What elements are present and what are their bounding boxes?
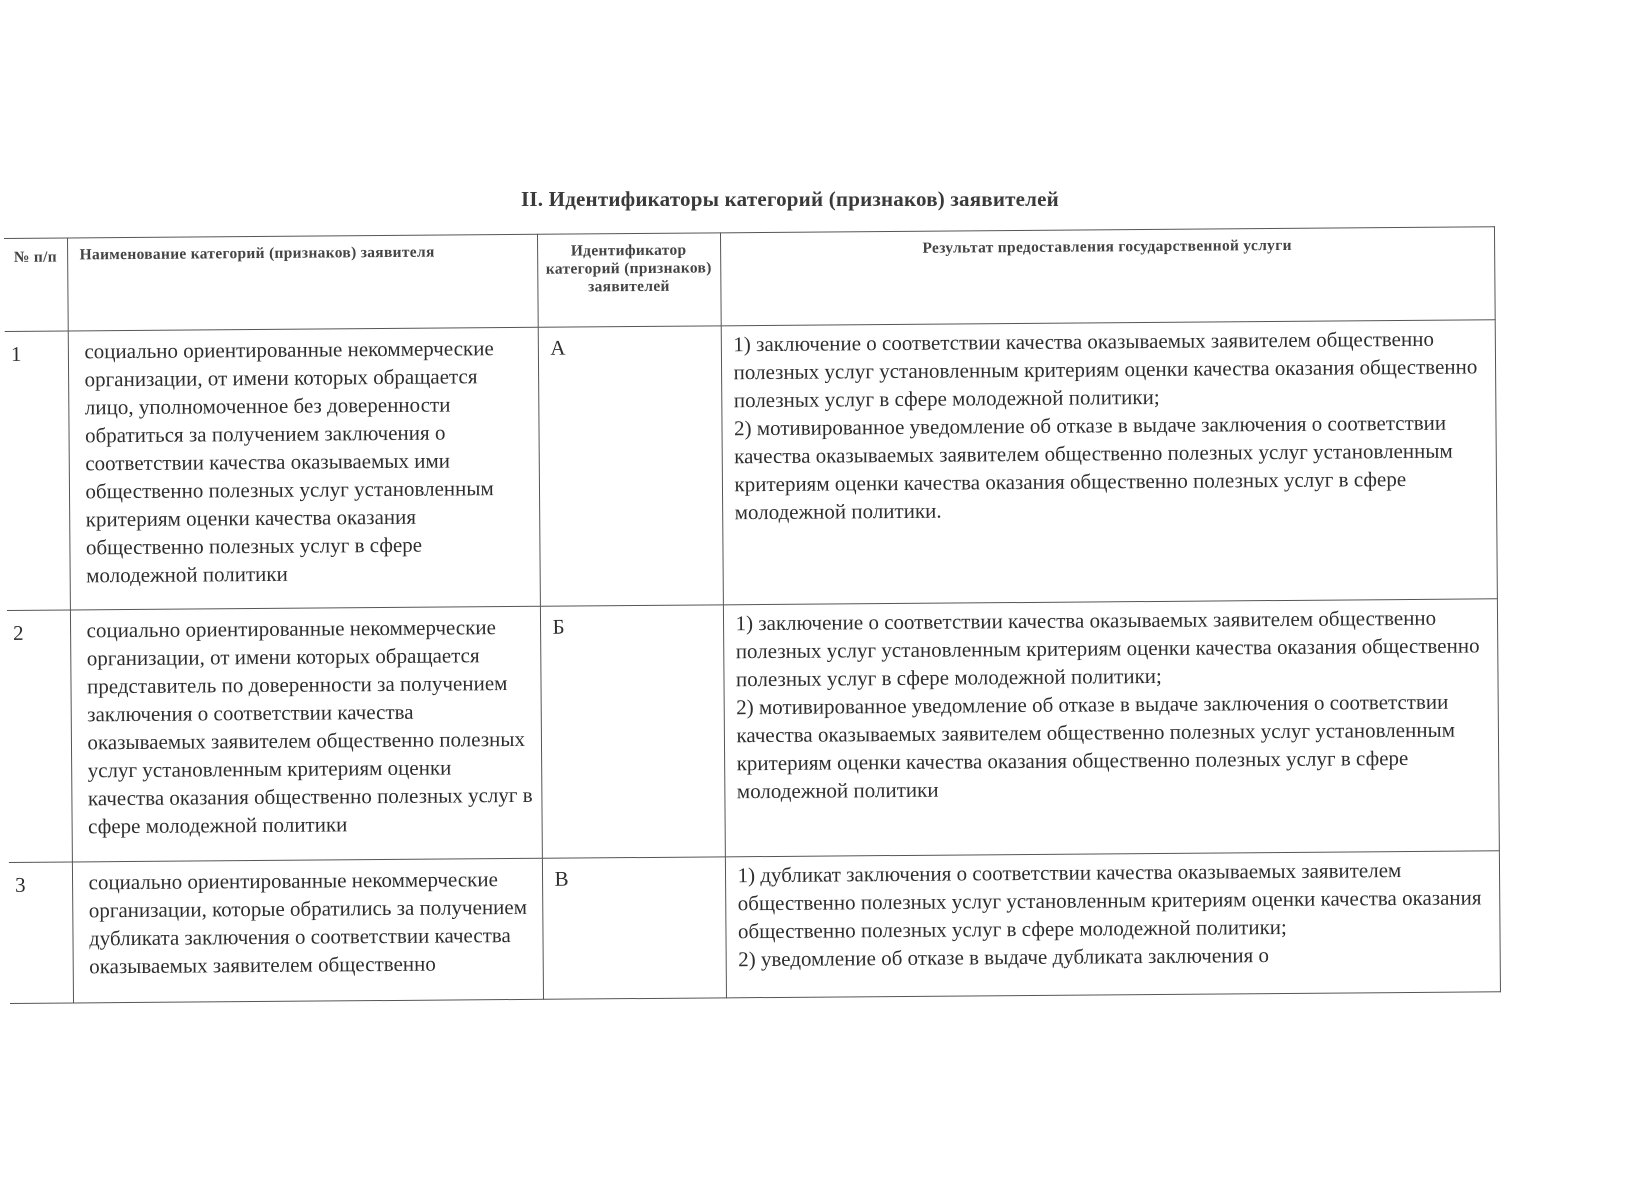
category-name: социально ориентированные некоммерческие организации, которые обратились за получением дубликата заключения о соответствии качества оказываемых заявителем общественно bbox=[88, 867, 528, 979]
applicant-categories-table bbox=[4, 226, 1500, 1004]
category-name: социально ориентированные некоммерческие организации, от имени которых обращается лицо, уполномоченное без доверенности обратиться за получением заключения о соответствии качества оказываемых ими общественно полезных услуг установленным критериям оценки качества оказания общественно полезных услуг в сфере молодежной политики bbox=[68, 327, 540, 610]
result-items bbox=[737, 855, 1489, 995]
row-number: 1 bbox=[5, 331, 70, 610]
page-title: II. Идентификаторы категорий (признаков) заявителей bbox=[521, 187, 1059, 211]
table-row bbox=[5, 320, 1497, 611]
result-item: 2) уведомление об отказе в выдаче дубликата заключения о bbox=[738, 943, 1270, 972]
category-id: А bbox=[538, 326, 723, 606]
table-header-row bbox=[4, 227, 1495, 332]
table-row bbox=[9, 851, 1500, 1004]
header-category-id: Идентификатор категорий (признаков) заявителей bbox=[537, 233, 721, 327]
result-cell bbox=[725, 851, 1500, 998]
result-item: 2) мотивированное уведомление об отказе в выдаче заключения о соответствии качества оказываемых заявителем общественно полезных услуг установленным критериям оценки качества оказания общественно полезных услуг в сфере молодежной политики bbox=[736, 689, 1456, 804]
result-item: 2) мотивированное уведомление об отказе в выдаче заключения о соответствии качества оказываемых заявителем общественно полезных услуг установленным критериям оценки качества оказания общественно полезных услуг в сфере молодежной политики. bbox=[733, 410, 1453, 525]
category-name: социально ориентированные некоммерческие организации, от имени которых обращается представитель по доверенности за получением заключения о соответствии качества оказываемых заявителем общественно полезных услуг установленным критериям оценки качества оказания общественно полезных услуг в сфере молодежной политики bbox=[70, 606, 542, 862]
header-result: Результат предоставления государственной услуги bbox=[720, 227, 1495, 326]
category-name-cell bbox=[72, 858, 543, 1003]
result-item: 1) заключение о соответствии качества оказываемых заявителем общественно полезных услуг установленным критериям оценки качества оказания общественно полезных услуг в сфере молодежной политики; bbox=[733, 326, 1478, 413]
result-item: 1) заключение о соответствии качества оказываемых заявителем общественно полезных услуг установленным критериям оценки качества оказания общественно полезных услуг в сфере молодежной политики; bbox=[735, 605, 1480, 692]
category-id: Б bbox=[540, 605, 725, 858]
result-cell bbox=[723, 599, 1499, 857]
header-num: № п/п bbox=[4, 238, 68, 331]
header-category-name: Наименование категорий (признаков) заявителя bbox=[67, 234, 538, 331]
category-id: В bbox=[542, 857, 726, 999]
row-number: 3 bbox=[9, 862, 73, 1003]
result-cell bbox=[721, 320, 1497, 605]
table-row bbox=[7, 599, 1499, 863]
row-number: 2 bbox=[7, 610, 72, 862]
result-item: 1) дубликат заключения о соответствии качества оказываемых заявителем общественно полезных услуг установленным критериям оценки качества оказания общественно полезных услуг в сфере молодежной политики; bbox=[737, 858, 1482, 944]
